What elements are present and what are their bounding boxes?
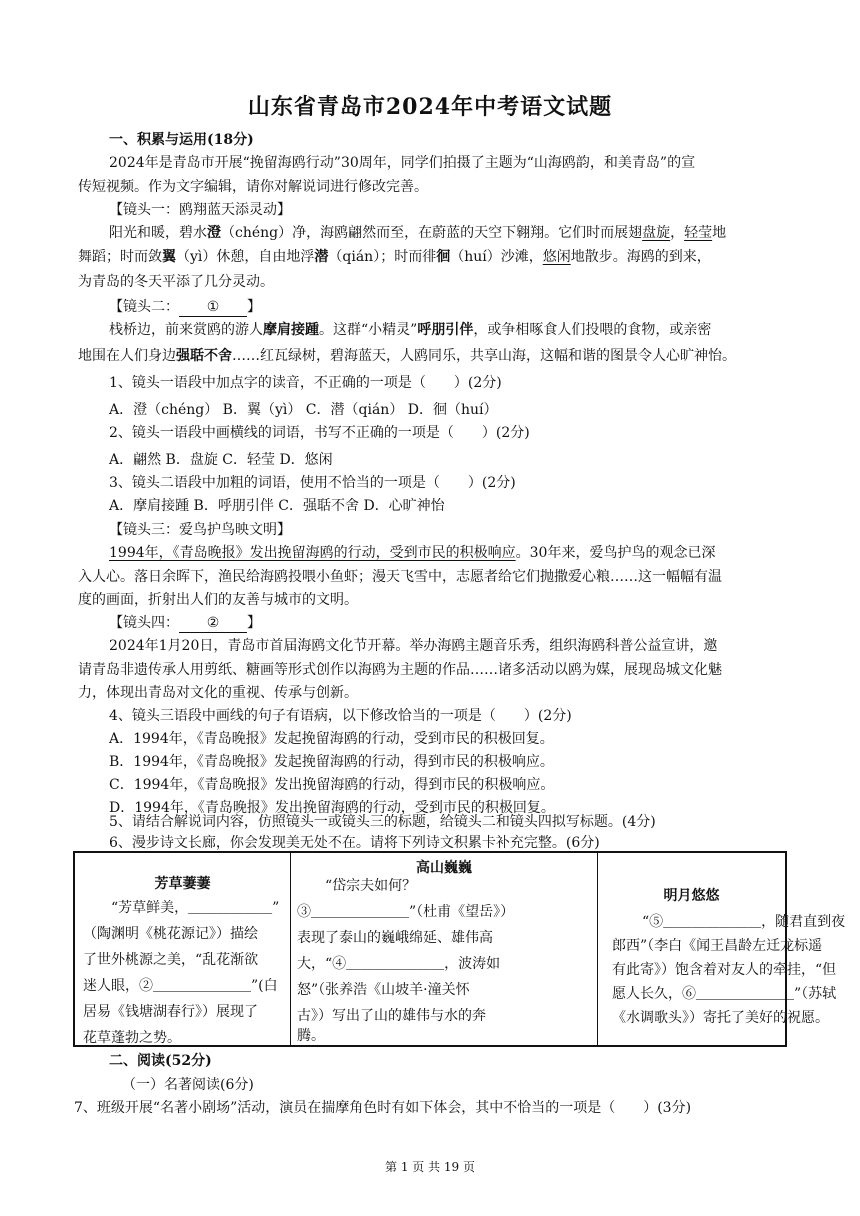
shot1-line: 舞蹈；时而敛翼（yì）休憩，自由地浮潜（qián）；时而徘徊（huí）沙滩，悠闲地散步。海鸥的到来，	[78, 249, 711, 265]
poetry-cards-table	[73, 851, 846, 1047]
shot2-line: 地围在人们身边强聒不舍……红瓦绿树，碧海蓝天，人鸥同乐，共享山海，这幅和谐的图景令人心旷神怡。	[78, 348, 736, 364]
card-line: 大，“④＿＿＿＿＿＿＿，波涛如	[297, 956, 501, 972]
question-6: 6、漫步诗文长廊，你会发现美无处不在。请将下列诗文积累卡补充完整。(6分)	[109, 835, 600, 851]
question-7: 7、班级开展“名著小剧场”活动，演员在揣摩角色时有如下体会，其中不恰当的一项是（ ）(3分)	[74, 1100, 692, 1116]
shot2-line: 栈桥边，前来赏鸥的游人摩肩接踵。这群“小精灵”呼朋引伴，或争相啄食人们投喂的食物，或亲密	[109, 322, 712, 338]
card-fangcao	[75, 853, 291, 1045]
card-line: 腾。	[297, 1028, 325, 1044]
answer-blank[interactable]: ②	[179, 614, 247, 633]
question-2-options: A．翩然 B．盘旋 C．轻莹 D．悠闲	[109, 452, 333, 468]
question-2: 2、镜头一语段中画横线的词语，书写不正确的一项是（ ）(2分)	[109, 425, 530, 441]
card-line: 愿人长久，⑥＿＿＿＿＿＿＿”（苏轼	[612, 986, 837, 1002]
question-4-option: B．1994年，《青岛晚报》发起挽留海鸥的行动，得到市民的积极响应。	[109, 754, 554, 770]
shot4-line: 请青岛非遗传承人用剪纸、糖画等形式创作以海鸥为主题的作品……诸多活动以鸥为媒，展现岛城文化魅	[78, 662, 722, 678]
card-line: 居易《钱塘湖春行》）展现了	[83, 1004, 258, 1020]
card-line: “岱宗夫如何？	[325, 878, 417, 894]
subsection-heading: （一）名著阅读(6分)	[122, 1077, 254, 1093]
intro-line: 2024年是青岛市开展“挽留海鸥行动”30周年，同学们拍摄了主题为“山海鸥韵，和美青岛”的宣	[109, 155, 696, 171]
card-title: 芳草萋萋	[154, 876, 211, 892]
card-line: “⑤＿＿＿＿＿＿＿，随君直到夜	[642, 914, 846, 930]
card-gaoshan	[291, 853, 598, 1045]
question-4: 4、镜头三语段中画线的句子有语病，以下修改恰当的一项是（ ）(2分)	[109, 708, 572, 724]
card-line: 花草蓬勃之势。	[83, 1030, 181, 1046]
question-4-option: D．1994年，《青岛晚报》发出挽留海鸥的行动，受到市民的积极回复。	[109, 800, 555, 816]
question-3: 3、镜头二语段中加粗的词语，使用不恰当的一项是（ ）(2分)	[109, 475, 516, 491]
shot3-line: 1994年，《青岛晚报》发出挽留海鸥的行动，受到市民的积极响应。30年来，爱鸟护鸟的观念已深	[109, 545, 716, 561]
page-number: 第 1 页 共 19 页	[385, 1160, 475, 1174]
question-4-option: A．1994年，《青岛晚报》发起挽留海鸥的行动，受到市民的积极回复。	[109, 731, 554, 747]
question-1: 1、镜头一语段中加点字的读音，不正确的一项是（ ）(2分)	[109, 375, 502, 391]
card-line: 了世外桃源之美，“乱花渐欲	[83, 952, 259, 968]
shot4-line: 力，体现出青岛对文化的重视、传承与创新。	[78, 685, 358, 701]
card-line: 郎西”（李白《闻王昌龄左迁龙标遥	[612, 938, 823, 954]
answer-blank[interactable]: ①	[179, 298, 247, 317]
card-line: 《水调歌头》）寄托了美好的祝愿。	[612, 1010, 829, 1026]
shot1-line: 阳光和暖，碧水澄（chéng）净，海鸥翩然而至，在蔚蓝的天空下翱翔。它们时而展翅盘旋，轻莹地	[109, 225, 727, 241]
card-line: 迷人眼，②＿＿＿＿＿＿＿”(白	[83, 978, 278, 994]
shot1-line: 为青岛的冬天平添了几分灵动。	[78, 274, 274, 290]
shot3-line: 度的画面，折射出人们的友善与城市的文明。	[78, 592, 358, 608]
section-heading: 一、积累与运用(18分)	[109, 132, 254, 148]
question-3-options: A．摩肩接踵 B．呼朋引伴 C．强聒不舍 D．心旷神怡	[109, 498, 445, 514]
question-4-option: C．1994年，《青岛晚报》发出挽留海鸥的行动，得到市民的积极响应。	[109, 777, 555, 793]
card-line: ③＿＿＿＿＿＿＿”（杜甫《望岳》）	[297, 904, 515, 920]
card-mingyue	[598, 853, 846, 1045]
shot1-label: 【镜头一：鸥翔蓝天添灵动】	[109, 202, 291, 218]
card-line: “芳草鲜美，＿＿＿＿＿＿”	[111, 900, 280, 916]
shot3-label: 【镜头三：爱鸟护鸟映文明】	[109, 522, 291, 538]
question-5: 5、请结合解说词内容，仿照镜头一或镜头三的标题，给镜头二和镜头四拟写标题。(4分)	[109, 814, 656, 830]
shot4-line: 2024年1月20日，青岛市首届海鸥文化节开幕。举办海鸥主题音乐秀，组织海鸥科普公益宣讲，邀	[109, 638, 718, 654]
section-heading: 二、阅读(52分)	[109, 1053, 212, 1069]
page-title: 山东省青岛市2024年中考语文试题	[247, 94, 613, 120]
shot2-label: 【镜头二： ① 】	[109, 299, 261, 315]
card-line: 表现了泰山的巍峨绵延、雄伟高	[297, 930, 493, 946]
card-title: 高山巍巍	[416, 860, 472, 876]
shot4-label: 【镜头四： ② 】	[109, 615, 261, 631]
card-line: 古》）写出了山的雄伟与水的奔	[297, 1008, 486, 1024]
intro-line: 传短视频。作为文字编辑，请你对解说词进行修改完善。	[78, 179, 428, 195]
question-1-options: A．澄（chéng） B．翼（yì） C．潜（qián） D．徊（huí）	[109, 402, 498, 418]
shot3-line: 入人心。落日余晖下，渔民给海鸥投喂小鱼虾；漫天飞雪中，志愿者给它们抛撒爱心粮……这一幅幅有温	[78, 569, 722, 585]
card-line: 怒”（张养浩《山坡羊·潼关怀	[297, 982, 470, 998]
card-line: （陶渊明《桃花源记》）描绘	[83, 926, 258, 942]
card-line: 有此寄》）饱含着对友人的牵挂，“但	[612, 962, 837, 978]
card-title: 明月悠悠	[663, 888, 720, 904]
